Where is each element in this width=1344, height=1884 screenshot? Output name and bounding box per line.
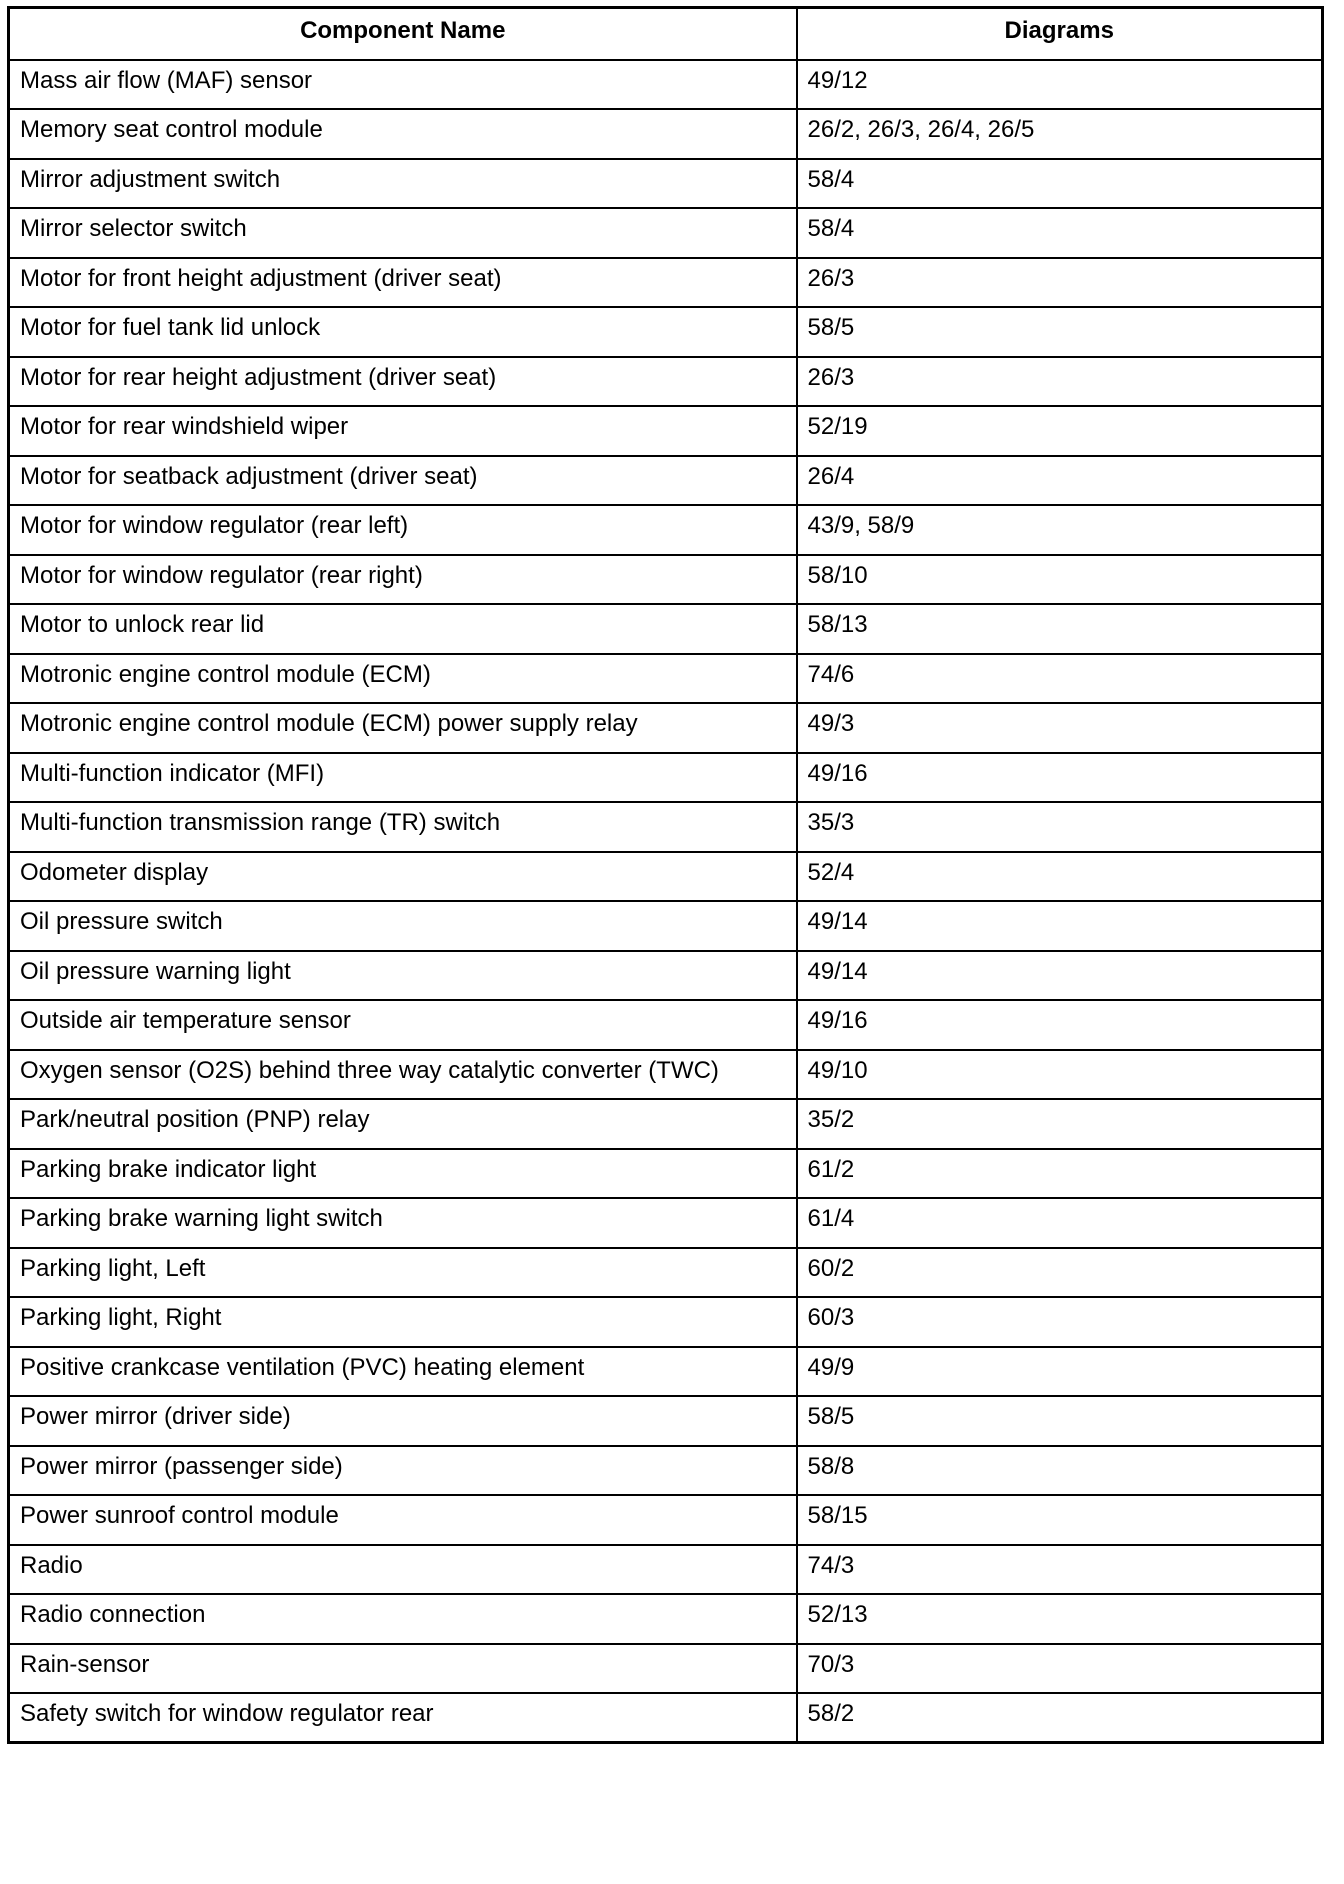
component-name-cell: Positive crankcase ventilation (PVC) heating element <box>9 1347 797 1397</box>
component-name-cell: Motor for rear windshield wiper <box>9 406 797 456</box>
diagrams-cell: 61/2 <box>797 1149 1323 1199</box>
diagrams-cell: 60/2 <box>797 1248 1323 1298</box>
component-name-cell: Memory seat control module <box>9 109 797 159</box>
table-row <box>9 1396 1323 1446</box>
table-row <box>9 1693 1323 1743</box>
component-name-cell: Radio <box>9 1545 797 1595</box>
diagrams-cell: 58/4 <box>797 208 1323 258</box>
table-row <box>9 357 1323 407</box>
diagrams-cell: 74/3 <box>797 1545 1323 1595</box>
component-diagram-table <box>7 6 1324 1744</box>
table-row <box>9 1000 1323 1050</box>
component-name-cell: Motronic engine control module (ECM) power supply relay <box>9 703 797 753</box>
component-name-cell: Motronic engine control module (ECM) <box>9 654 797 704</box>
diagrams-cell: 26/4 <box>797 456 1323 506</box>
component-name-cell: Motor to unlock rear lid <box>9 604 797 654</box>
diagrams-cell: 52/4 <box>797 852 1323 902</box>
component-name-cell: Mirror adjustment switch <box>9 159 797 209</box>
table-row <box>9 1594 1323 1644</box>
component-name-cell: Motor for front height adjustment (driver seat) <box>9 258 797 308</box>
component-name-cell: Parking light, Right <box>9 1297 797 1347</box>
diagrams-cell: 26/3 <box>797 258 1323 308</box>
diagrams-cell: 58/13 <box>797 604 1323 654</box>
component-name-cell: Oil pressure switch <box>9 901 797 951</box>
component-name-cell: Mirror selector switch <box>9 208 797 258</box>
diagrams-cell: 35/3 <box>797 802 1323 852</box>
diagrams-cell: 43/9, 58/9 <box>797 505 1323 555</box>
component-diagram-table-container <box>7 6 1321 1744</box>
table-row <box>9 307 1323 357</box>
component-name-cell: Power mirror (passenger side) <box>9 1446 797 1496</box>
table-row <box>9 753 1323 803</box>
table-row <box>9 1644 1323 1694</box>
component-name-cell: Motor for seatback adjustment (driver seat) <box>9 456 797 506</box>
diagrams-cell: 49/10 <box>797 1050 1323 1100</box>
diagrams-cell: 49/9 <box>797 1347 1323 1397</box>
table-row <box>9 1347 1323 1397</box>
table-row <box>9 406 1323 456</box>
component-name-cell: Rain-sensor <box>9 1644 797 1694</box>
diagrams-cell: 35/2 <box>797 1099 1323 1149</box>
diagrams-cell: 26/3 <box>797 357 1323 407</box>
diagrams-cell: 58/8 <box>797 1446 1323 1496</box>
table-row <box>9 1446 1323 1496</box>
component-name-cell: Motor for window regulator (rear left) <box>9 505 797 555</box>
diagrams-cell: 49/3 <box>797 703 1323 753</box>
table-row <box>9 1545 1323 1595</box>
table-row <box>9 703 1323 753</box>
table-row <box>9 1099 1323 1149</box>
diagrams-cell: 49/14 <box>797 901 1323 951</box>
component-name-cell: Motor for rear height adjustment (driver seat) <box>9 357 797 407</box>
diagrams-cell: 58/5 <box>797 307 1323 357</box>
table-row <box>9 555 1323 605</box>
diagrams-cell: 58/10 <box>797 555 1323 605</box>
component-name-cell: Park/neutral position (PNP) relay <box>9 1099 797 1149</box>
diagrams-cell: 61/4 <box>797 1198 1323 1248</box>
table-row <box>9 258 1323 308</box>
table-row <box>9 1297 1323 1347</box>
table-row <box>9 505 1323 555</box>
diagrams-cell: 52/13 <box>797 1594 1323 1644</box>
component-name-cell: Safety switch for window regulator rear <box>9 1693 797 1743</box>
component-name-cell: Radio connection <box>9 1594 797 1644</box>
diagrams-cell: 49/16 <box>797 1000 1323 1050</box>
component-name-cell: Multi-function indicator (MFI) <box>9 753 797 803</box>
table-header-row <box>9 8 1323 60</box>
diagrams-cell: 26/2, 26/3, 26/4, 26/5 <box>797 109 1323 159</box>
table-row <box>9 1495 1323 1545</box>
component-name-cell: Parking brake warning light switch <box>9 1198 797 1248</box>
component-name-cell: Power sunroof control module <box>9 1495 797 1545</box>
component-name-cell: Power mirror (driver side) <box>9 1396 797 1446</box>
table-row <box>9 852 1323 902</box>
component-name-cell: Motor for fuel tank lid unlock <box>9 307 797 357</box>
diagrams-cell: 60/3 <box>797 1297 1323 1347</box>
table-row <box>9 604 1323 654</box>
table-row <box>9 1050 1323 1100</box>
table-row <box>9 1198 1323 1248</box>
diagrams-cell: 49/14 <box>797 951 1323 1001</box>
component-name-cell: Multi-function transmission range (TR) switch <box>9 802 797 852</box>
table-row <box>9 901 1323 951</box>
column-header-diagrams: Diagrams <box>797 8 1323 60</box>
table-row <box>9 1149 1323 1199</box>
component-name-cell: Oxygen sensor (O2S) behind three way catalytic converter (TWC) <box>9 1050 797 1100</box>
diagrams-cell: 49/16 <box>797 753 1323 803</box>
diagrams-cell: 52/19 <box>797 406 1323 456</box>
diagrams-cell: 58/2 <box>797 1693 1323 1743</box>
table-row <box>9 1248 1323 1298</box>
table-row <box>9 951 1323 1001</box>
component-name-cell: Outside air temperature sensor <box>9 1000 797 1050</box>
diagrams-cell: 49/12 <box>797 60 1323 110</box>
diagrams-cell: 74/6 <box>797 654 1323 704</box>
table-row <box>9 456 1323 506</box>
table-row <box>9 654 1323 704</box>
table-body <box>9 60 1323 1743</box>
column-header-component-name: Component Name <box>9 8 797 60</box>
diagrams-cell: 58/5 <box>797 1396 1323 1446</box>
table-row <box>9 208 1323 258</box>
component-name-cell: Parking brake indicator light <box>9 1149 797 1199</box>
component-name-cell: Odometer display <box>9 852 797 902</box>
table-row <box>9 802 1323 852</box>
diagrams-cell: 58/4 <box>797 159 1323 209</box>
component-name-cell: Mass air flow (MAF) sensor <box>9 60 797 110</box>
component-name-cell: Motor for window regulator (rear right) <box>9 555 797 605</box>
table-row <box>9 60 1323 110</box>
component-name-cell: Oil pressure warning light <box>9 951 797 1001</box>
component-name-cell: Parking light, Left <box>9 1248 797 1298</box>
diagrams-cell: 58/15 <box>797 1495 1323 1545</box>
table-row <box>9 109 1323 159</box>
diagrams-cell: 70/3 <box>797 1644 1323 1694</box>
table-row <box>9 159 1323 209</box>
